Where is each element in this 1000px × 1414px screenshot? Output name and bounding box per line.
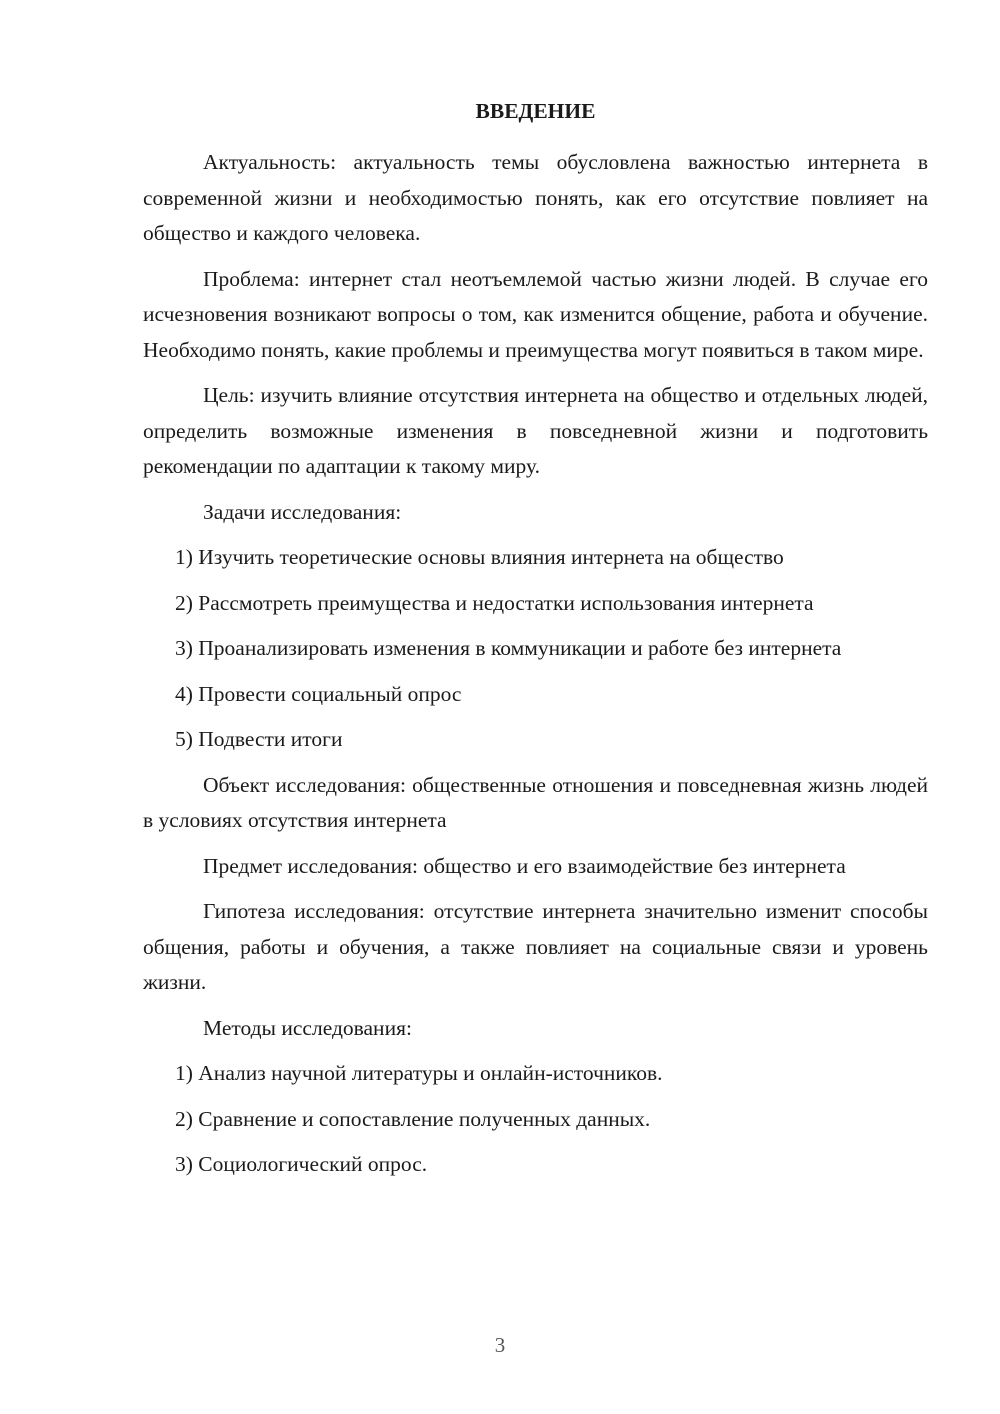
task-item: 5) Подвести итоги: [175, 727, 343, 751]
problem-paragraph: Проблема: интернет стал неотъемлемой частью жизни людей. В случае его исчезновения возникают вопросы о том, как изменится общение, работа и обучение. Необходимо понять, какие проблемы и преимущества могут появиться в таком мире.: [143, 266, 928, 362]
task-item: 4) Провести социальный опрос: [175, 681, 462, 706]
page-number: 3: [494, 1333, 506, 1357]
page-title: ВВЕДЕНИЕ: [475, 99, 596, 123]
task-item: 2) Рассмотреть преимущества и недостатки использования интернета: [175, 590, 814, 615]
task-item: 3) Проанализировать изменения в коммуникации и работе без интернета: [175, 636, 842, 660]
document-page: [143, 95, 928, 1193]
tasks-heading: Задачи исследования:: [203, 499, 402, 524]
task-item: 1) Изучить теоретические основы влияния интернета на общество: [175, 545, 784, 569]
relevance-paragraph: Актуальность: актуальность темы обусловлена важностью интернета в современной жизни и необходимостью понять, как его отсутствие повлияет на общество и каждого человека.: [143, 150, 928, 245]
method-item: 3) Социологический опрос.: [175, 1152, 428, 1176]
method-item: 2) Сравнение и сопоставление полученных данных.: [175, 1106, 651, 1131]
object-paragraph: Объект исследования: общественные отношения и повседневная жизнь людей в условиях отсутствия интернета: [143, 772, 928, 832]
method-item: 1) Анализ научной литературы и онлайн-источников.: [175, 1061, 663, 1085]
subject-paragraph: Предмет исследования: общество и его взаимодействие без интернета: [203, 853, 846, 878]
hypothesis-paragraph: Гипотеза исследования: отсутствие интернета значительно изменит способы общения, работы и обучения, а также повлияет на социальные связи и уровень жизни.: [143, 899, 928, 994]
methods-heading: Методы исследования:: [203, 1015, 412, 1040]
goal-paragraph: Цель: изучить влияние отсутствия интернета на общество и отдельных людей, определить возможные изменения в повседневной жизни и подготовить рекомендации по адаптации к такому миру.: [143, 383, 928, 478]
